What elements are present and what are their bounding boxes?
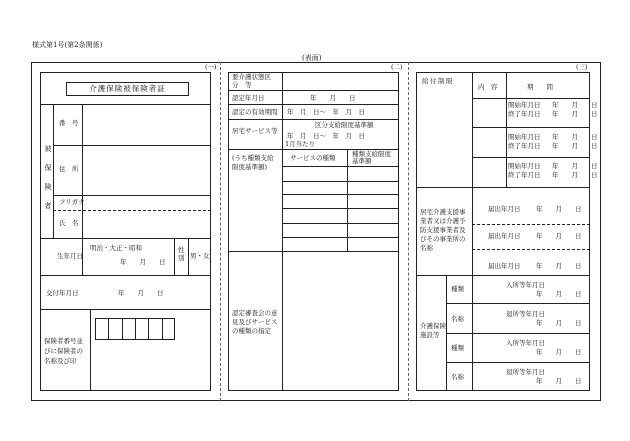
r1-end-label: 終了年月日 [508, 110, 541, 118]
r3-end-ymd: 年 月 日 [552, 171, 598, 179]
support-label: 居宅介護支援事業者又は介護予防支援事業者及びその事業所の名称 [420, 208, 466, 252]
filed2-ymd: 年 月 日 [536, 232, 582, 240]
kind2-label: 種類 [451, 344, 464, 352]
era-options: 明治・大正・昭和 [90, 244, 142, 252]
r2-end-ymd: 年 月 日 [552, 142, 598, 150]
discharge1-ymd: 年 月 日 [536, 319, 582, 327]
opinion-label: 認定審査会の意見及びサービスの種類の指定 [232, 309, 278, 335]
r2-end-label: 終了年月日 [508, 142, 541, 150]
r3-start-label: 開始年月日 [508, 162, 541, 170]
service-type-header: サービスの種類 [290, 154, 336, 162]
r1-start-ymd: 年 月 日 [552, 101, 598, 109]
name1-label: 名称 [451, 315, 464, 323]
insurer-label: 保険者番号並びに保険者の名称及び印 [44, 337, 83, 365]
issue-date-label: 交付年月日 [46, 289, 79, 297]
type-limit-header: 種類支給限度基準額 [352, 150, 391, 165]
name2-label: 名称 [451, 373, 464, 381]
cert-date-label: 認定年月日 [232, 94, 265, 102]
name-label: 氏 名 [59, 219, 79, 227]
validity-label: 認定の有効期間 [232, 108, 278, 116]
filed1-ymd: 年 月 日 [536, 205, 582, 213]
filed3-label: 届出年月日 [488, 262, 521, 270]
discharge1-label: 退所等年月日 [506, 310, 545, 318]
admit2-label: 入所等年月日 [506, 339, 545, 347]
filed2-label: 届出年月日 [488, 232, 521, 240]
form-number: 様式第1号(第2条関係) [32, 41, 103, 49]
care-level-label: 要介護状態区 分 等 [232, 73, 278, 89]
sex-label: 性別 [178, 246, 185, 262]
restriction-label: 給付制限 [422, 77, 454, 85]
content-header: 内 容 [478, 83, 498, 91]
card-title: 介護保険被保険者証 [89, 84, 166, 93]
kind1-label: 種類 [451, 285, 464, 293]
section-mark-3: (三) [576, 63, 588, 71]
r1-end-ymd: 年 月 日 [552, 110, 598, 118]
discharge2-ymd: 年 月 日 [536, 377, 582, 385]
filed1-label: 届出年月日 [488, 205, 521, 213]
facility-label: 介護保険施設等 [420, 322, 446, 339]
address-label: 住 所 [59, 165, 79, 173]
sex-options: 男・女 [190, 252, 210, 260]
r2-start-label: 開始年月日 [508, 133, 541, 141]
filed3-ymd: 年 月 日 [536, 262, 582, 270]
birthdate-ymd: 年 月 日 [120, 258, 166, 266]
per-month: 1月当たり [285, 140, 316, 148]
fold-line-2 [408, 62, 409, 401]
section-mark-2: (二) [391, 63, 403, 71]
admit1-ymd: 年 月 日 [536, 290, 582, 298]
number-label: 番 号 [59, 119, 79, 127]
furigana-label: フリガナ [59, 198, 85, 206]
limit-header: 区分支給限度基準額 [315, 121, 374, 129]
birthdate-label: 生年月日 [57, 252, 83, 260]
validity-value: 年 月 日～ 年 月 日 [287, 108, 365, 116]
admit1-label: 入所等年月日 [506, 281, 545, 289]
home-service-label: 居宅サービス等 [232, 127, 278, 135]
admit2-ymd: 年 月 日 [536, 348, 582, 356]
insured-label: 被保険者 [44, 145, 52, 210]
limit-period: 年 月 日～ 年 月 日 [287, 132, 365, 140]
fold-line-1 [220, 62, 221, 401]
sublimit-label: (うち種類支給限度基準額) [232, 154, 274, 171]
period-header: 期 間 [527, 83, 553, 91]
side-label: (表面) [302, 54, 322, 62]
r2-start-ymd: 年 月 日 [552, 133, 598, 141]
discharge2-label: 退所等年月日 [506, 368, 545, 376]
cert-date-ymd: 年 月 日 [310, 94, 356, 102]
issue-date-ymd: 年 月 日 [118, 289, 164, 297]
r1-start-label: 開始年月日 [508, 101, 541, 109]
section-mark-1: (一) [205, 63, 217, 71]
r3-end-label: 終了年月日 [508, 171, 541, 179]
r3-start-ymd: 年 月 日 [552, 162, 598, 170]
